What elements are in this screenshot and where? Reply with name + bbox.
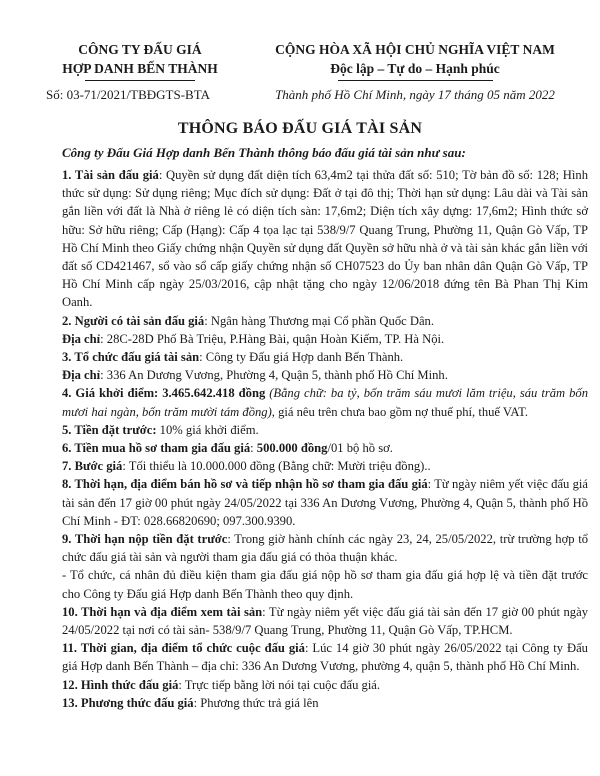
document-body (62, 166, 588, 712)
section-5-text: 10% giá khởi điểm. (156, 422, 259, 437)
section-3-address-label: Địa chỉ (62, 368, 101, 383)
national-header (255, 40, 575, 103)
section-1 (62, 166, 588, 312)
section-2-address (62, 330, 588, 348)
section-11 (62, 639, 588, 675)
section-8-text: : Từ ngày niêm yết việc đấu giá tài sản đến 17 giờ 00 phút ngày 24/05/2022 tại 336 An Dương Vương, Phường 4, Quận 5, thành phố Hồ Chí Minh - ĐT: 028.66820690; 097.300.9390. (62, 477, 588, 528)
issuer-header (40, 40, 240, 103)
section-2-address-text: : 28C-28D Phố Bà Triệu, P.Hàng Bài, quận Hoàn Kiếm, TP. Hà Nội. (100, 331, 445, 346)
section-7-text: : Tối thiểu là 10.000.000 đồng (Bằng chữ: Mười triệu đồng).. (122, 459, 431, 474)
section-6 (62, 439, 588, 457)
section-3-address (62, 366, 588, 384)
section-6-label: 6. Tiền mua hồ sơ tham gia đấu giá (62, 441, 251, 456)
section-1-label: 1. Tài sản đấu giá (62, 168, 159, 182)
section-3-address-text: : 336 An Dương Vương, Phường 4, Quận 5, thành phố Hồ Chí Minh. (100, 368, 448, 383)
section-10-text: : Từ ngày niêm yết việc đấu giá tài sản đến 17 giờ 00 phút ngày 24/05/2022 tại nơi có tài sản- 538/9/7 Quang Trung, Phường 11, Quận Gò Vấp, TP.HCM. (62, 604, 588, 638)
section-6-text: /01 bộ hồ sơ. (327, 441, 393, 456)
section-3 (62, 348, 588, 366)
section-10-label: 10. Thời hạn và địa điểm xem tài sản (62, 604, 263, 619)
section-2-address-label: Địa chỉ (62, 331, 101, 346)
section-11-label: 11. Thời gian, địa điểm tổ chức cuộc đấu giá (62, 641, 305, 656)
section-4-words: (Bằng chữ: ba tỷ, bốn trăm sáu mươi lăm triệu, sáu trăm bốn mươi hai ngàn, bốn trăm mười tám đồng) (62, 386, 588, 419)
issuer-underline (85, 80, 195, 81)
national-motto: Độc lập – Tự do – Hạnh phúc (330, 61, 500, 76)
section-4 (62, 384, 588, 420)
issuer-name-line1: CÔNG TY ĐẤU GIÁ (78, 42, 202, 57)
section-13-label: 13. Phương thức đấu giá (62, 695, 194, 710)
section-5 (62, 421, 588, 439)
section-12-text: : Trực tiếp bằng lời nói tại cuộc đấu giá. (178, 677, 381, 692)
section-9-label: 9. Thời hạn nộp tiền đặt trước (62, 532, 228, 547)
section-8 (62, 475, 588, 530)
section-9-note: - Tổ chức, cá nhân đủ điều kiện tham gia đấu giá nộp hồ sơ tham gia đấu giá hợp lệ và tiền đặt trước cho Công ty Đấu giá Hợp danh Bến Thành theo quy định. (62, 568, 588, 601)
document-number: Số: 03-71/2021/TBĐGTS-BTA (46, 87, 210, 102)
section-7-label: 7. Bước giá (62, 459, 123, 474)
section-13-text: : Phương thức trả giá lên (193, 695, 319, 710)
section-7 (62, 457, 588, 475)
section-9-text: : Trong giờ hành chính các ngày 23, 24, 25/05/2022, trừ trường hợp tổ chức đấu giá tài sản và người tham gia đấu giá có thỏa thuận khác. (62, 532, 589, 565)
section-6-amount: 500.000 đồng (256, 441, 328, 456)
section-6-colon: : (250, 441, 257, 456)
national-title: CỘNG HÒA XÃ HỘI CHỦ NGHĨA VIỆT NAM (275, 42, 555, 57)
section-2 (62, 312, 588, 330)
section-10 (62, 603, 588, 639)
section-12 (62, 676, 588, 694)
section-8-label: 8. Thời hạn, địa điểm bán hồ sơ và tiếp nhận hồ sơ tham gia đấu giá (62, 477, 428, 492)
intro-line: Công ty Đấu Giá Hợp danh Bến Thành thông báo đấu giá tài sản như sau: (62, 145, 466, 160)
place-date: Thành phố Hồ Chí Minh, ngày 17 tháng 05 năm 2022 (275, 87, 555, 102)
document-title: THÔNG BÁO ĐẤU GIÁ TÀI SẢN (177, 120, 423, 137)
issuer-name-line2: HỢP DANH BẾN THÀNH (62, 61, 218, 76)
section-4-label: 4. Giá khởi điểm: 3.465.642.418 đồng (62, 386, 266, 401)
section-3-label: 3. Tổ chức đấu giá tài sản (62, 350, 200, 365)
section-2-text: : Ngân hàng Thương mại Cổ phần Quốc Dân. (204, 313, 434, 328)
section-13 (62, 694, 588, 712)
section-11-text: : Lúc 14 giờ 30 phút ngày 26/05/2022 tại Công ty Đấu giá Hợp danh Bến Thành – địa chỉ: 336 An Dương Vương, phường 4, quận 5, thành phố Hồ Chí Minh. (62, 641, 588, 674)
motto-underline (338, 80, 493, 81)
section-1-text: : Quyền sử dụng đất diện tích 63,4m2 tại thửa đất số: 510; Tờ bản đồ số: 128; Hình thức sử dụng: Sử dụng riêng; Mục đích sử dụng: Đất ở tại đô thị; Thời hạn sử dụng: Lâu dài và Tài sản gắn liền với đất là Nhà ở riêng lẻ có diện tích sàn: 17,6m2; Diện tích xây dựng: 17,6m2; Hình thức sở hữu: Sở hữu riêng; Cấp (Hạng): Cấp 4 tọa lạc tại 538/9/7 Quang Trung, Phường 11, Quận Gò Vấp, TP Hồ Chí Minh theo Giấy chứng nhận Quyền sử dụng đất Quyền sở hữu nhà ở và tài sản khác gắn liền với đất số CD421467, sổ vào sổ cấp giấy chứng nhận số CH07523 do Ủy ban nhân dân Quận Gò Vấp, TP Hồ Chí Minh cấp ngày 25/03/2016, cập nhật tặng cho ngày 12/06/2018 đứng tên Bà Phan Thị Kim Oanh. (62, 168, 588, 310)
section-4-text: , giá nêu trên chưa bao gồm nợ thuế phí, thuế VAT. (271, 404, 529, 419)
section-2-label: 2. Người có tài sản đấu giá (62, 313, 205, 328)
section-12-label: 12. Hình thức đấu giá (62, 677, 179, 692)
section-5-label: 5. Tiền đặt trước: (62, 422, 157, 437)
section-3-text: : Công ty Đấu giá Hợp danh Bến Thành. (199, 350, 404, 365)
section-9 (62, 530, 588, 566)
